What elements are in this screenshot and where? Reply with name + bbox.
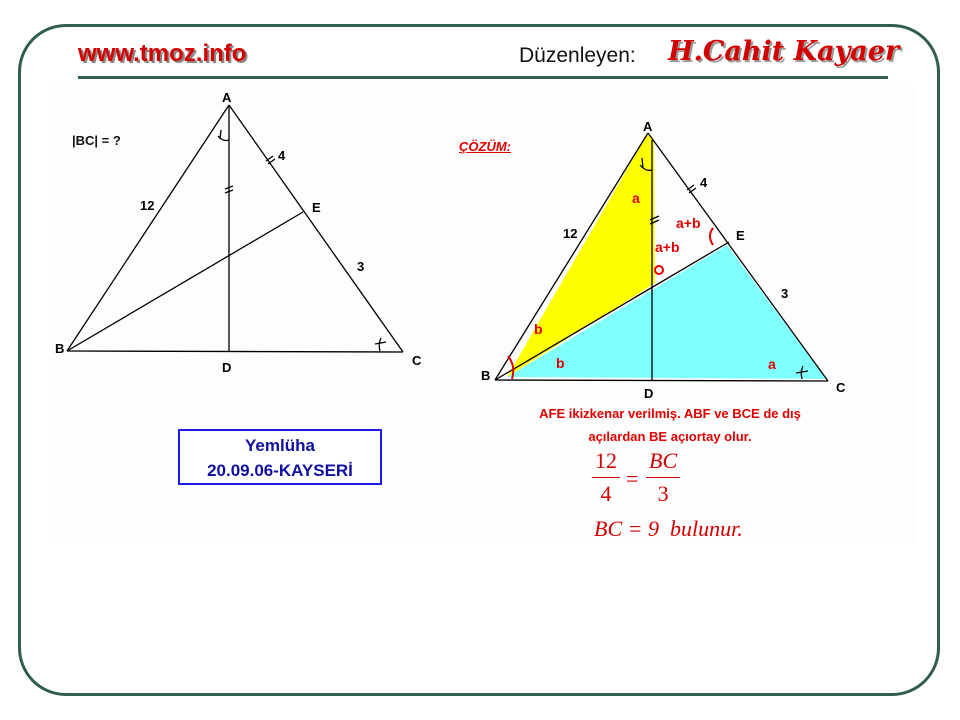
angle-label-apb-f: a+b <box>655 239 680 255</box>
solution-note-line1: AFE ikizkenar verilmiş. ABF ve BCE de dış <box>539 406 801 421</box>
sol-length-ab: 12 <box>563 226 578 241</box>
angle-label-a-right: a <box>768 356 776 372</box>
length-ec: 3 <box>357 259 365 274</box>
fraction-left <box>592 448 620 507</box>
question-text: |BC| = ? <box>72 133 121 148</box>
label-c: C <box>412 353 422 368</box>
sol-side-bc <box>495 380 828 381</box>
angle-label-b-left: b <box>534 321 543 337</box>
solution-note <box>470 402 870 448</box>
sol-label-a: A <box>643 119 653 134</box>
badge-name: Yemlüha <box>245 436 315 455</box>
sol-label-e: E <box>736 228 745 243</box>
fraction-right-num: BC <box>646 448 680 478</box>
sol-length-ae: 4 <box>700 175 708 190</box>
angle-arc-f <box>655 266 663 274</box>
sol-label-b: B <box>481 368 491 383</box>
sol-label-d: D <box>644 386 654 401</box>
angle-label-b-base: b <box>556 355 565 371</box>
result-line: BC = 9 bulunur. <box>594 516 743 541</box>
editor-label: Düzenleyen: <box>519 44 636 67</box>
site-url: www.tmoz.info <box>78 40 247 67</box>
angle-label-apb-e: a+b <box>676 215 701 231</box>
angle-label-a-top: a <box>632 190 640 206</box>
sol-length-ec: 3 <box>781 286 789 301</box>
equals-sign: = <box>626 466 639 491</box>
angle-arc-e <box>710 228 713 245</box>
label-e: E <box>312 200 321 215</box>
badge-date-place: 20.09.06-KAYSERİ <box>207 461 353 480</box>
fraction-left-den: 4 <box>600 481 612 506</box>
fraction-right-den: 3 <box>657 481 669 506</box>
length-ae: 4 <box>278 148 286 163</box>
label-a: A <box>222 90 232 105</box>
label-d: D <box>222 360 232 375</box>
fraction-left-num: 12 <box>592 448 620 478</box>
sol-label-c: C <box>836 380 846 395</box>
author-name: H.Cahit Kayaer <box>668 36 900 67</box>
solution-note-line2: açılardan BE açıortay olur. <box>588 429 752 444</box>
length-ab: 12 <box>140 198 155 213</box>
label-b: B <box>55 341 65 356</box>
fraction-right <box>646 448 680 507</box>
solution-heading: ÇÖZÜM: <box>459 139 511 154</box>
